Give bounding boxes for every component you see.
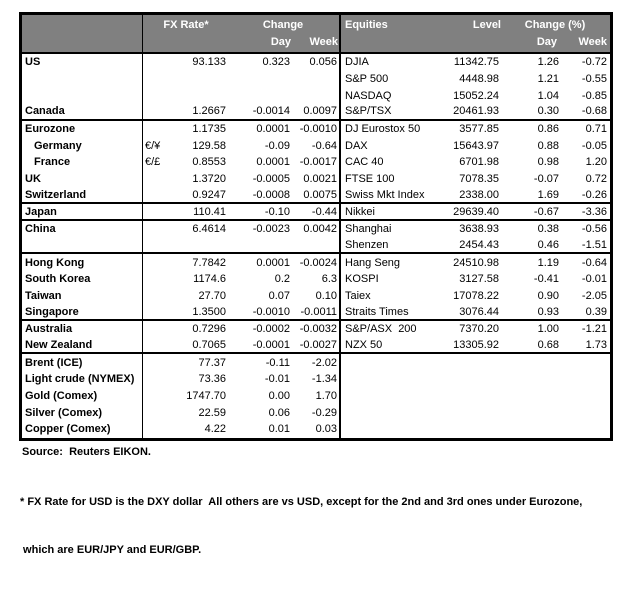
fx-rate-value: 77.37 <box>198 356 226 369</box>
fx-day-change-value: 0.323 <box>262 56 290 69</box>
equity-level-value: 3076.44 <box>459 305 499 318</box>
equity-level-value: 15052.24 <box>453 89 499 102</box>
fx-rate-value: 1.3500 <box>192 305 226 318</box>
equity-week-change-value: -0.26 <box>581 188 607 201</box>
equity-day-change-value: -0.41 <box>533 273 559 286</box>
equity-day-change-value: 0.90 <box>537 289 559 302</box>
equity-name-label: DJ Eurostox 50 <box>345 123 421 136</box>
equity-week-change-value: -0.68 <box>581 105 607 118</box>
fx-rate-value: 0.7065 <box>192 339 226 352</box>
equity-name-label: Taiex <box>345 289 371 302</box>
equity-day-change-value: 0.68 <box>537 339 559 352</box>
section-divider-line <box>339 421 341 438</box>
fx-week-change-value: -1.34 <box>311 373 337 386</box>
table-row <box>22 321 610 338</box>
equity-week-change-value: -0.05 <box>581 139 607 152</box>
fx-country-label: Germany <box>22 137 143 154</box>
equity-day-change-value: -0.07 <box>533 173 559 186</box>
footnote-line2: which are EUR/JPY and EUR/GBP. <box>20 544 202 556</box>
equity-day-change-value: -0.67 <box>533 205 559 218</box>
equity-day-change-value: 0.38 <box>537 223 559 236</box>
fx-country-label: Silver (Comex) <box>22 404 143 421</box>
table-row <box>22 87 610 104</box>
table-row <box>22 338 610 355</box>
fx-day-change-value: -0.0002 <box>252 323 290 336</box>
equity-week-change-value: 1.20 <box>585 156 607 169</box>
equity-name-label: CAC 40 <box>345 156 384 169</box>
section-divider-line <box>339 404 341 421</box>
fx-day-change-value: 0.2 <box>274 273 290 286</box>
fx-country-label: Copper (Comex) <box>22 421 143 438</box>
fx-day-change-value: 0.0001 <box>256 156 290 169</box>
fx-country-label: New Zealand <box>22 338 143 353</box>
table-row <box>22 137 610 154</box>
equity-day-change-value: 1.21 <box>537 73 559 86</box>
equity-week-change-value: -3.36 <box>581 205 607 218</box>
fx-country-label: Brent (ICE) <box>22 354 143 371</box>
equity-name-label: KOSPI <box>345 273 379 286</box>
equity-name-label: S&P/TSX <box>345 105 392 118</box>
section-divider-line <box>339 371 341 388</box>
currency-pair-label: €/£ <box>145 156 161 169</box>
equity-week-change-value: -0.01 <box>581 273 607 286</box>
fx-week-change-value: -0.0017 <box>299 156 337 169</box>
table-row <box>22 71 610 88</box>
fx-day-header: Day <box>270 36 291 48</box>
equity-level-value: 17078.22 <box>453 289 499 302</box>
equity-level-value: 4448.98 <box>459 73 499 86</box>
fx-week-header: Week <box>309 36 338 48</box>
fx-day-change-value: 0.0001 <box>256 256 290 269</box>
fx-rate-header: FX Rate* <box>163 19 209 31</box>
fx-day-change-value: -0.0010 <box>252 305 290 318</box>
fx-country-label: France <box>22 154 143 171</box>
table-row <box>22 121 610 138</box>
fx-week-change-value: -0.29 <box>311 406 337 419</box>
fx-rate-value: 1174.6 <box>193 273 226 286</box>
fx-day-change-value: -0.0023 <box>252 223 290 236</box>
fx-day-change-value: -0.01 <box>264 373 290 386</box>
fx-rate-value: 73.36 <box>198 373 226 386</box>
fx-week-change-value: -0.64 <box>311 139 337 152</box>
table-row <box>22 271 610 288</box>
equity-level-value: 24510.98 <box>453 256 499 269</box>
fx-day-change-value: -0.0001 <box>252 339 290 352</box>
table-body <box>22 54 610 438</box>
equity-day-change-value: 0.86 <box>537 123 559 136</box>
table-row <box>22 154 610 171</box>
fx-day-change-value: 0.07 <box>268 289 290 302</box>
equity-name-label: Shenzen <box>345 238 389 251</box>
fx-equities-table <box>19 12 613 441</box>
table-row <box>22 304 610 321</box>
footnote-line1: * FX Rate for USD is the DXY dollar All others are vs USD, except for the 2nd and 3rd ones under Eurozone, <box>20 496 583 508</box>
equity-day-change-value: 1.19 <box>537 256 559 269</box>
fx-country-label <box>22 238 143 253</box>
equity-week-change-value: 0.39 <box>585 305 607 318</box>
fx-week-change-value: -0.0027 <box>299 339 337 352</box>
fx-week-change-value: 0.03 <box>315 423 337 436</box>
fx-week-change-value: -0.44 <box>311 205 337 218</box>
table-row <box>22 404 610 421</box>
source-note: Source: Reuters EIKON. <box>22 446 151 458</box>
fx-country-label: Singapore <box>22 304 143 319</box>
fx-country-label: Switzerland <box>22 188 143 203</box>
fx-day-change-value: -0.09 <box>264 139 290 152</box>
fx-week-change-value: -0.0011 <box>300 305 337 318</box>
equity-week-change-value: -0.55 <box>581 73 607 86</box>
table-row <box>22 288 610 305</box>
fx-rate-value: 7.7842 <box>192 256 226 269</box>
fx-country-label: Japan <box>22 204 143 219</box>
equity-day-change-value: 1.00 <box>537 323 559 336</box>
fx-day-change-value: -0.0008 <box>252 188 290 201</box>
equities-header: Equities <box>345 19 388 31</box>
equity-week-change-value: -0.64 <box>581 256 607 269</box>
fx-country-label: UK <box>22 171 143 188</box>
equity-name-label: DAX <box>345 139 368 152</box>
table-row <box>22 421 610 438</box>
table-row <box>22 371 610 388</box>
table-row <box>22 54 610 71</box>
table-row <box>22 104 610 121</box>
fx-rate-value: 6.4614 <box>192 223 226 236</box>
fx-rate-value: 129.58 <box>192 139 226 152</box>
fx-rate-value: 0.9247 <box>192 188 226 201</box>
equity-name-label: Swiss Mkt Index <box>345 188 425 201</box>
fx-week-change-value: 0.0075 <box>303 188 337 201</box>
fx-week-change-value: 0.0097 <box>303 105 337 118</box>
fx-week-change-value: -2.02 <box>311 356 337 369</box>
fx-country-label <box>22 71 143 88</box>
eq-day-header: Day <box>536 36 557 48</box>
equity-day-change-value: 1.69 <box>537 188 559 201</box>
equity-level-value: 29639.40 <box>453 205 499 218</box>
fx-day-change-value: 0.0001 <box>256 123 290 136</box>
fx-country-label: China <box>22 221 143 238</box>
equity-week-change-value: 0.71 <box>585 123 607 136</box>
equity-level-value: 2454.43 <box>459 238 499 251</box>
equity-level-value: 6701.98 <box>459 156 499 169</box>
equity-day-change-value: 0.98 <box>537 156 559 169</box>
equity-week-change-value: 1.73 <box>585 339 607 352</box>
equity-name-label: NASDAQ <box>345 89 392 102</box>
equity-name-label: Shanghai <box>345 223 392 236</box>
fx-country-label <box>22 87 143 104</box>
equity-level-value: 15643.97 <box>453 139 499 152</box>
fx-week-change-value: 0.0021 <box>303 173 337 186</box>
equity-day-change-value: 1.26 <box>537 56 559 69</box>
fx-rate-value: 4.22 <box>204 423 226 436</box>
table-row <box>22 238 610 255</box>
table-row <box>22 354 610 371</box>
equity-level-value: 7078.35 <box>459 173 499 186</box>
equity-day-change-value: 0.30 <box>537 105 559 118</box>
fx-week-change-value: -0.0032 <box>299 323 337 336</box>
fx-week-change-value: -0.0024 <box>299 256 337 269</box>
fx-day-change-value: -0.0005 <box>252 173 290 186</box>
equity-level-value: 3577.85 <box>459 123 499 136</box>
equity-week-change-value: -1.51 <box>581 238 607 251</box>
equity-week-change-value: -0.56 <box>581 223 607 236</box>
table-row <box>22 221 610 238</box>
equity-level-value: 2338.00 <box>459 188 499 201</box>
eq-change-pct-header: Change (%) <box>524 19 586 31</box>
equity-week-change-value: -1.21 <box>581 323 607 336</box>
equity-week-change-value: -0.85 <box>581 89 607 102</box>
equity-name-label: DJIA <box>345 56 369 69</box>
table-row <box>22 204 610 221</box>
table-row <box>22 388 610 405</box>
fx-country-label: Taiwan <box>22 288 143 305</box>
fx-country-label: Hong Kong <box>22 254 143 271</box>
table-row <box>22 171 610 188</box>
fx-change-header: Change <box>262 19 304 31</box>
fx-day-change-value: 0.06 <box>268 406 290 419</box>
section-divider-line <box>339 15 341 52</box>
fx-rate-value: 93.133 <box>192 56 226 69</box>
fx-rate-value: 1747.70 <box>186 390 226 403</box>
fx-rate-value: 1.2667 <box>192 105 226 118</box>
fx-country-label: Gold (Comex) <box>22 388 143 405</box>
currency-pair-label: €/¥ <box>145 139 161 152</box>
fx-week-change-value: 6.3 <box>321 273 337 286</box>
fx-country-label: Canada <box>22 104 143 119</box>
footnote <box>20 462 582 590</box>
fx-rate-value: 27.70 <box>198 289 226 302</box>
equity-level-value: 20461.93 <box>453 105 499 118</box>
fx-rate-value: 0.8553 <box>192 156 226 169</box>
fx-day-change-value: -0.10 <box>264 205 290 218</box>
fx-day-change-value: -0.11 <box>265 356 290 369</box>
fx-day-change-value: 0.01 <box>268 423 290 436</box>
fx-country-label: Light crude (NYMEX) <box>22 371 143 388</box>
fx-rate-value: 1.3720 <box>192 173 226 186</box>
equity-day-change-value: 0.93 <box>537 305 559 318</box>
section-divider-line <box>339 388 341 405</box>
fx-week-change-value: 0.10 <box>315 289 337 302</box>
equity-name-label: S&P 500 <box>345 73 389 86</box>
section-divider-line <box>339 354 341 371</box>
equity-name-label: FTSE 100 <box>345 173 395 186</box>
fx-rate-value: 22.59 <box>198 406 226 419</box>
equity-day-change-value: 0.46 <box>537 238 559 251</box>
table-row <box>22 254 610 271</box>
equity-level-value: 3127.58 <box>459 273 499 286</box>
fx-week-change-value: 1.70 <box>315 390 337 403</box>
fx-country-label: Eurozone <box>22 121 143 138</box>
equity-week-change-value: -2.05 <box>581 289 607 302</box>
fx-week-change-value: 0.0042 <box>303 223 337 236</box>
fx-rate-value: 1.1735 <box>192 123 226 136</box>
equity-name-label: Hang Seng <box>345 256 401 269</box>
eq-week-header: Week <box>578 36 607 48</box>
table-row <box>22 188 610 205</box>
equity-level-value: 13305.92 <box>453 339 499 352</box>
equity-level-value: 7370.20 <box>459 323 499 336</box>
equity-day-change-value: 1.04 <box>537 89 559 102</box>
fx-day-change-value: 0.00 <box>268 390 290 403</box>
equity-name-label: NZX 50 <box>345 339 383 352</box>
equity-name-label: Straits Times <box>345 305 409 318</box>
equity-level-value: 11342.75 <box>453 56 499 69</box>
fx-country-label: South Korea <box>22 271 143 288</box>
fx-week-change-value: -0.0010 <box>299 123 337 136</box>
fx-rate-value: 110.41 <box>193 205 226 218</box>
equity-level-value: 3638.93 <box>459 223 499 236</box>
fx-country-label: Australia <box>22 321 143 338</box>
equity-week-change-value: 0.72 <box>585 173 607 186</box>
fx-week-change-value: 0.056 <box>309 56 337 69</box>
fx-country-label: US <box>22 54 143 71</box>
equity-name-label: Nikkei <box>345 205 375 218</box>
level-header: Level <box>472 19 501 31</box>
equity-day-change-value: 0.88 <box>537 139 559 152</box>
equity-name-label: S&P/ASX 200 <box>345 323 417 336</box>
table-header <box>22 15 610 54</box>
fx-day-change-value: -0.0014 <box>252 105 290 118</box>
equity-week-change-value: -0.72 <box>581 56 607 69</box>
fx-rate-value: 0.7296 <box>192 323 226 336</box>
